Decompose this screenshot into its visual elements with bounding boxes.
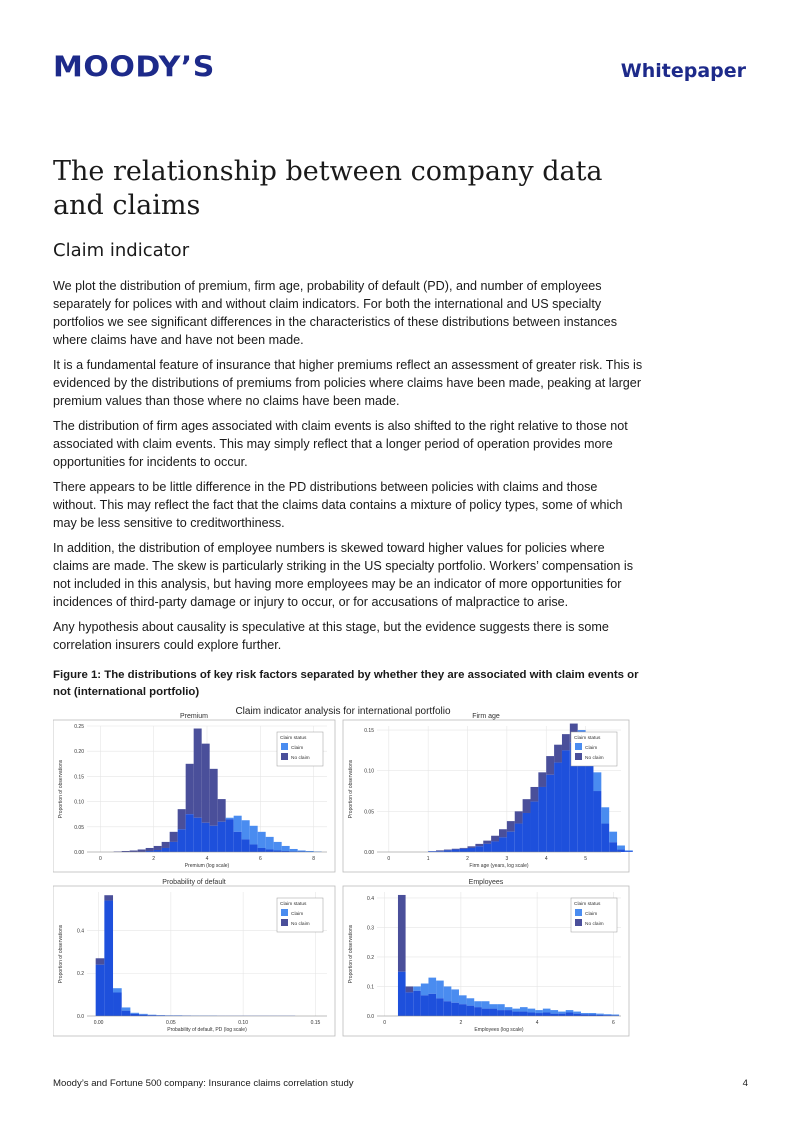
paragraph: There appears to be little difference in the PD distributions between policies with claims and those without. This may reflect the fact that the claims data contains a mixture of policy types, some of which may be less sensitive to creditworthiness. (53, 480, 623, 530)
histogram-bar (113, 988, 122, 992)
x-tick-label: 5 (584, 856, 587, 862)
histogram-bar (491, 841, 499, 852)
histogram-bar (523, 799, 531, 813)
histogram-bar (242, 839, 250, 852)
histogram-bar (96, 965, 105, 1016)
legend-label: Claim (585, 746, 598, 751)
histogram-bar (436, 850, 444, 851)
histogram-bar (122, 1011, 131, 1016)
histogram-bar (138, 849, 146, 852)
legend-title: Claim status (574, 736, 601, 741)
body-text (53, 277, 643, 661)
y-tick-label: 0.0 (77, 1014, 84, 1020)
y-tick-label: 0.2 (367, 954, 374, 961)
histogram-bar (528, 1012, 536, 1016)
histogram-bar (550, 1010, 558, 1014)
histogram-bar (593, 791, 601, 852)
histogram-bar (566, 1010, 574, 1012)
chart-panel (343, 713, 633, 872)
x-tick-label: 4 (535, 1020, 539, 1026)
histogram-bar (499, 837, 507, 852)
histogram-bar (451, 989, 459, 1002)
histogram-bar (154, 850, 162, 852)
histogram-bar (617, 850, 625, 852)
histogram-bar (625, 850, 633, 851)
x-tick-label: 2 (466, 856, 469, 862)
histogram-bar (178, 829, 186, 852)
histogram-bar (538, 772, 546, 787)
histogram-bar (290, 849, 298, 852)
histogram-bar (596, 1014, 604, 1015)
histogram-bar (483, 841, 491, 844)
histogram-bar (625, 851, 633, 852)
histogram-bar (601, 824, 609, 852)
histogram-bar (104, 901, 113, 1016)
histogram-bar (428, 978, 436, 994)
x-axis-label: Premium (log scale) (184, 863, 230, 869)
histogram-bar (218, 822, 226, 852)
histogram-bar (581, 1013, 589, 1014)
histogram-bar (428, 994, 436, 1016)
legend-label: No claim (291, 922, 310, 927)
page-number: 4 (742, 1078, 748, 1089)
histogram-bar (451, 1003, 459, 1016)
histogram-bar (406, 992, 414, 1016)
histogram-bar (562, 734, 570, 750)
histogram-bar (611, 1015, 619, 1016)
histogram-bar (398, 972, 406, 1016)
paragraph: We plot the distribution of premium, firm age, probability of default (PD), and number of employees separately for polices with and without claim indicators. For both the international and US specialty portfolios we see significant differences in the characteristics of these distributions between instances where claims have and have not been made. (53, 279, 617, 347)
y-tick-label: 0.00 (364, 850, 374, 856)
x-tick-label: 0.00 (93, 1020, 104, 1026)
histogram-bar (413, 991, 421, 1016)
x-tick-label: 4 (205, 856, 209, 862)
histogram-bar (413, 986, 421, 990)
x-axis-label: Probability of default, PD (log scale) (167, 1027, 247, 1033)
legend-swatch-no-claim (281, 919, 288, 926)
histogram-bar (154, 846, 162, 850)
histogram-bar (546, 756, 554, 775)
figure-claim-indicator (53, 702, 633, 1042)
panel-title: Firm age (472, 713, 500, 720)
y-tick-label: 0.4 (77, 928, 84, 935)
histogram-bar (562, 750, 570, 852)
legend-label: No claim (585, 756, 604, 761)
x-tick-label: 2 (459, 1020, 463, 1026)
histogram-bar (194, 729, 202, 818)
legend-swatch-claim (281, 909, 288, 916)
histogram-bar (162, 842, 170, 848)
x-tick-label: 0.05 (165, 1020, 176, 1026)
histogram-bar (482, 1009, 490, 1016)
histogram-bar (601, 807, 609, 823)
legend-label: Claim (291, 746, 304, 751)
x-tick-label: 0.15 (310, 1020, 321, 1026)
histogram-bar (535, 1013, 543, 1016)
histogram-bar (589, 1013, 597, 1014)
figure-caption: Figure 1: The distributions of key risk factors separated by whether they are associated with claim events or not (international portfolio) (53, 669, 639, 698)
histogram-bar (505, 1010, 513, 1016)
moodys-logo: MOODY’S (53, 50, 215, 85)
histogram-bar (507, 832, 515, 852)
histogram-bar (444, 1001, 452, 1016)
paragraph: In addition, the distribution of employee numbers is skewed toward higher values for policies where claims are made. The skew is particularly striking in the US specialty portfolio. Workers’ compensation is not included in this analysis, but having more employees may be an indicator of more opportunities for incidences of third-party damage or injury to occur, or for accusations of malpractice to arise. (53, 541, 634, 609)
histogram-bar (258, 832, 266, 848)
y-tick-label: 0.10 (364, 768, 374, 775)
histogram-bar (617, 845, 625, 849)
paragraph: Any hypothesis about causality is speculative at this stage, but the evidence suggests there is some correlation insurers could explore further. (53, 620, 609, 652)
histogram-bar (475, 846, 483, 852)
x-tick-label: 2 (152, 856, 156, 862)
panel-title: Probability of default (162, 879, 226, 886)
legend-title: Claim status (574, 902, 601, 907)
histogram-bar (530, 802, 538, 852)
y-axis-label: Proportion of observations (58, 924, 64, 984)
y-tick-label: 0.05 (74, 824, 84, 831)
histogram-bar (210, 826, 218, 852)
histogram-bar (258, 848, 266, 852)
x-tick-label: 0.10 (238, 1020, 249, 1026)
histogram-bar (499, 829, 507, 837)
histogram-bar (505, 1007, 513, 1010)
y-tick-label: 0.15 (364, 728, 374, 735)
histogram-bar (543, 1012, 551, 1016)
histogram-bar (538, 787, 546, 852)
x-tick-label: 4 (544, 856, 548, 862)
legend-label: No claim (291, 756, 310, 761)
y-axis-label: Proportion of observations (58, 759, 64, 819)
y-tick-label: 0.4 (367, 895, 374, 902)
histogram-bar (523, 813, 531, 852)
histogram-bar (520, 1012, 528, 1016)
histogram-bar (535, 1010, 543, 1013)
histogram-bar (226, 819, 234, 852)
histogram-bar (515, 811, 523, 823)
y-tick-label: 0.3 (367, 925, 374, 932)
histogram-bar (266, 837, 274, 850)
histogram-bar (170, 832, 178, 842)
histogram-bar (234, 816, 242, 832)
histogram-bar (530, 787, 538, 802)
chart-figure (53, 702, 633, 1042)
histogram-bar (242, 820, 250, 839)
histogram-bar (421, 984, 429, 996)
y-tick-label: 0.20 (74, 749, 84, 756)
y-axis-label: Proportion of observations (348, 924, 354, 984)
histogram-bar (436, 981, 444, 999)
histogram-bar (104, 895, 113, 900)
legend-swatch-claim (575, 743, 582, 750)
histogram-bar (194, 818, 202, 852)
x-tick-label: 3 (505, 856, 509, 862)
histogram-bar (130, 1014, 139, 1016)
legend-label: Claim (291, 912, 304, 917)
x-tick-label: 8 (312, 856, 316, 862)
histogram-bar (210, 769, 218, 826)
histogram-bar (604, 1014, 612, 1015)
histogram-bar (250, 844, 258, 852)
histogram-bar (436, 998, 444, 1016)
legend-swatch-claim (281, 743, 288, 750)
histogram-bar (573, 1014, 581, 1016)
histogram-bar (474, 1007, 482, 1016)
section-title: Claim indicator (53, 240, 190, 261)
histogram-bar (96, 958, 105, 964)
histogram-bar (512, 1009, 520, 1012)
x-axis-label: Firm age (years, log scale) (469, 863, 529, 869)
chart-title: Claim indicator analysis for international portfolio (235, 706, 451, 717)
histogram-bar (507, 821, 515, 832)
histogram-bar (515, 824, 523, 852)
histogram-bar (460, 848, 468, 849)
histogram-bar (186, 814, 194, 852)
histogram-bar (543, 1009, 551, 1013)
histogram-bar (474, 1001, 482, 1007)
histogram-bar (459, 995, 467, 1004)
y-axis-label: Proportion of observations (348, 759, 354, 819)
panel-title: Employees (468, 879, 504, 886)
histogram-bar (497, 1010, 505, 1016)
histogram-bar (550, 1014, 558, 1016)
legend-label: Claim (585, 912, 598, 917)
x-axis-label: Employees (log scale) (474, 1027, 524, 1033)
histogram-bar (113, 992, 122, 1016)
histogram-bar (178, 809, 186, 829)
histogram-bar (139, 1014, 148, 1015)
histogram-bar (122, 1007, 131, 1010)
histogram-bar (467, 998, 475, 1005)
x-tick-label: 1 (426, 856, 430, 862)
histogram-bar (558, 1014, 566, 1016)
x-tick-label: 6 (258, 856, 262, 862)
histogram-bar (520, 1007, 528, 1011)
histogram-bar (274, 842, 282, 851)
histogram-bar (593, 772, 601, 791)
chart-panel (53, 713, 335, 872)
histogram-bar (546, 775, 554, 852)
legend-swatch-claim (575, 909, 582, 916)
page-title: The relationship between company data and claims (53, 156, 603, 221)
x-tick-label: 6 (611, 1020, 615, 1026)
chart-panel (53, 879, 335, 1036)
footer-text: Moody’s and Fortune 500 company: Insurance claims correlation study (53, 1078, 354, 1089)
histogram-bar (202, 744, 210, 823)
histogram-bar (398, 895, 406, 972)
y-tick-label: 0.1 (367, 984, 374, 991)
histogram-bar (467, 1006, 475, 1016)
y-tick-label: 0.25 (74, 724, 84, 730)
x-tick-label: 0 (383, 1020, 387, 1026)
histogram-bar (475, 844, 483, 846)
histogram-bar (554, 763, 562, 852)
y-tick-label: 0.0 (367, 1014, 374, 1020)
legend-title: Claim status (280, 902, 307, 907)
x-tick-label: 0 (387, 856, 391, 862)
y-tick-label: 0.15 (74, 774, 84, 781)
histogram-bar (491, 836, 499, 842)
histogram-bar (482, 1001, 490, 1008)
histogram-bar (512, 1012, 520, 1016)
histogram-bar (489, 1009, 497, 1016)
y-tick-label: 0.10 (74, 799, 84, 806)
histogram-bar (170, 842, 178, 852)
x-tick-label: 0 (98, 856, 102, 862)
histogram-bar (452, 849, 460, 850)
histogram-bar (578, 730, 586, 732)
histogram-bar (554, 745, 562, 763)
histogram-bar (558, 1012, 566, 1014)
histogram-bar (186, 764, 194, 814)
y-tick-label: 0.05 (364, 809, 374, 816)
legend-swatch-no-claim (575, 919, 582, 926)
panel-title: Premium (179, 713, 209, 720)
histogram-bar (421, 995, 429, 1016)
histogram-bar (489, 1004, 497, 1008)
histogram-bar (609, 832, 617, 843)
histogram-bar (226, 818, 234, 820)
histogram-bar (444, 850, 452, 851)
histogram-bar (202, 823, 210, 852)
legend-label: No claim (585, 922, 604, 927)
histogram-bar (497, 1004, 505, 1010)
histogram-bar (452, 850, 460, 852)
histogram-bar (468, 846, 476, 848)
histogram-bar (250, 826, 258, 845)
y-tick-label: 0.00 (74, 850, 84, 856)
histogram-bar (444, 986, 452, 1001)
histogram-bar (460, 849, 468, 852)
legend-title: Claim status (280, 736, 307, 741)
histogram-bar (162, 848, 170, 852)
histogram-bar (282, 846, 290, 851)
histogram-bar (609, 842, 617, 852)
histogram-bar (234, 832, 242, 852)
histogram-bar (566, 1012, 574, 1016)
paragraph: The distribution of firm ages associated with claim events is also shifted to the right relative to those not associated with claim events. This may simply reflect that a longer period of operation provides more opportunities for incidents to occur. (53, 419, 628, 469)
legend-swatch-no-claim (281, 753, 288, 760)
chart-panel (343, 879, 629, 1036)
histogram-bar (483, 844, 491, 852)
paragraph: It is a fundamental feature of insurance that higher premiums reflect an assessment of greater risk. This is evidenced by the distributions of premiums from policies where claims have been made, peaking at larger premium values than those where no claims have been made. (53, 358, 643, 408)
histogram-bar (218, 799, 226, 822)
histogram-bar (528, 1009, 536, 1013)
histogram-bar (459, 1004, 467, 1016)
histogram-bar (468, 848, 476, 852)
histogram-bar (146, 848, 154, 851)
legend-swatch-no-claim (575, 753, 582, 760)
histogram-bar (130, 1013, 139, 1014)
histogram-bar (406, 986, 414, 992)
histogram-bar (298, 850, 306, 851)
histogram-bar (573, 1012, 581, 1014)
histogram-bar (266, 849, 274, 852)
y-tick-label: 0.2 (77, 971, 84, 978)
document-type-label: Whitepaper (620, 60, 746, 82)
